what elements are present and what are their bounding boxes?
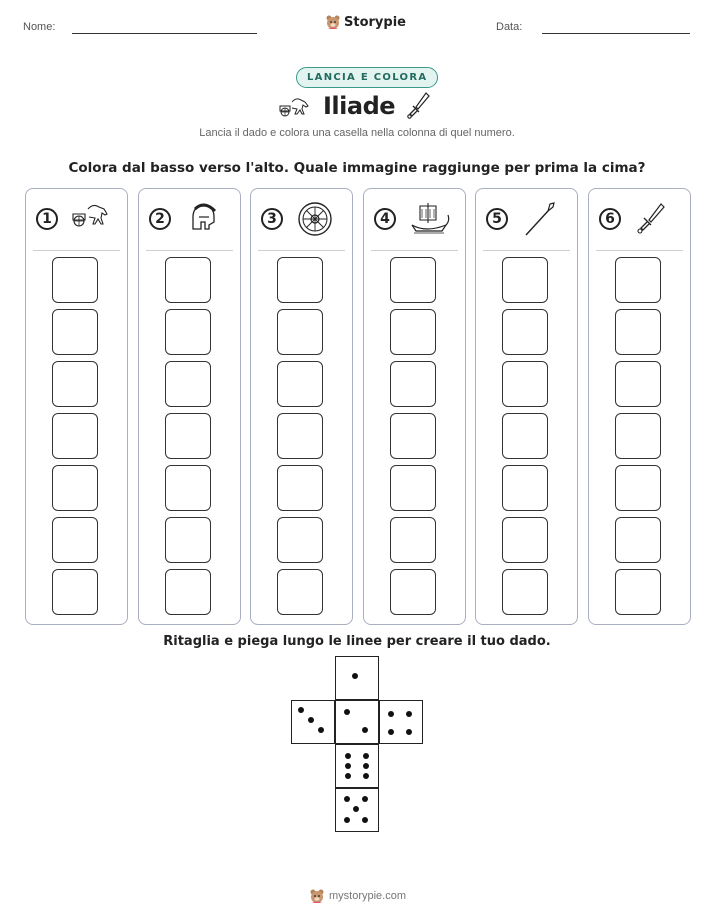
column-4 bbox=[363, 188, 466, 625]
color-box[interactable] bbox=[165, 465, 211, 511]
die-face-1[interactable] bbox=[335, 656, 379, 700]
column-number: 6 bbox=[599, 208, 621, 230]
brand-logo bbox=[325, 14, 406, 30]
column-divider bbox=[371, 250, 458, 251]
color-box[interactable] bbox=[165, 361, 211, 407]
column-number: 3 bbox=[261, 208, 283, 230]
color-box[interactable] bbox=[390, 465, 436, 511]
color-box[interactable] bbox=[165, 569, 211, 615]
color-box[interactable] bbox=[52, 465, 98, 511]
color-box[interactable] bbox=[615, 569, 661, 615]
color-box[interactable] bbox=[502, 465, 548, 511]
die-face-4[interactable] bbox=[379, 700, 423, 744]
color-box[interactable] bbox=[502, 309, 548, 355]
die-face-3[interactable] bbox=[291, 700, 335, 744]
color-box[interactable] bbox=[277, 413, 323, 459]
column-divider bbox=[596, 250, 683, 251]
column-divider bbox=[33, 250, 120, 251]
footer bbox=[309, 888, 406, 904]
color-box[interactable] bbox=[165, 257, 211, 303]
color-box[interactable] bbox=[52, 309, 98, 355]
date-label: Data: bbox=[496, 21, 523, 33]
color-box[interactable] bbox=[277, 517, 323, 563]
color-box[interactable] bbox=[390, 517, 436, 563]
color-box[interactable] bbox=[390, 309, 436, 355]
color-box[interactable] bbox=[390, 257, 436, 303]
bear-logo-icon bbox=[309, 888, 325, 904]
greek-helmet-icon bbox=[183, 201, 225, 239]
color-box[interactable] bbox=[52, 413, 98, 459]
color-box[interactable] bbox=[615, 517, 661, 563]
color-box[interactable] bbox=[502, 361, 548, 407]
column-number: 5 bbox=[486, 208, 508, 230]
color-box[interactable] bbox=[502, 569, 548, 615]
sword-icon bbox=[406, 91, 432, 123]
color-box[interactable] bbox=[52, 569, 98, 615]
color-box[interactable] bbox=[277, 309, 323, 355]
color-box[interactable] bbox=[615, 413, 661, 459]
color-box[interactable] bbox=[615, 309, 661, 355]
column-6 bbox=[588, 188, 691, 625]
color-box[interactable] bbox=[165, 309, 211, 355]
color-box[interactable] bbox=[52, 361, 98, 407]
color-box[interactable] bbox=[277, 465, 323, 511]
color-box[interactable] bbox=[615, 257, 661, 303]
column-5 bbox=[475, 188, 578, 625]
color-box[interactable] bbox=[277, 569, 323, 615]
die-face-6[interactable] bbox=[335, 744, 379, 788]
name-label: Nome: bbox=[23, 21, 56, 33]
chariot-icon bbox=[70, 201, 112, 239]
color-box[interactable] bbox=[165, 517, 211, 563]
column-2 bbox=[138, 188, 241, 625]
column-number: 2 bbox=[149, 208, 171, 230]
greek-ship-icon bbox=[408, 201, 450, 239]
column-divider bbox=[146, 250, 233, 251]
sword-icon bbox=[633, 201, 675, 239]
subtitle: Lancia il dado e colora una casella nella colonna di quel numero. bbox=[199, 127, 515, 139]
color-box[interactable] bbox=[277, 257, 323, 303]
color-box[interactable] bbox=[52, 517, 98, 563]
brand-name: Storypie bbox=[344, 14, 406, 30]
column-number: 1 bbox=[36, 208, 58, 230]
color-box[interactable] bbox=[615, 361, 661, 407]
die-face-5[interactable] bbox=[335, 788, 379, 832]
color-box[interactable] bbox=[502, 257, 548, 303]
color-box[interactable] bbox=[165, 413, 211, 459]
die-instruction: Ritaglia e piega lungo le linee per creare il tuo dado. bbox=[163, 634, 551, 649]
color-box[interactable] bbox=[52, 257, 98, 303]
page-title: Iliade bbox=[323, 92, 396, 120]
color-box[interactable] bbox=[390, 413, 436, 459]
instruction-heading: Colora dal basso verso l'alto. Quale immagine raggiunge per prima la cima? bbox=[68, 160, 646, 176]
name-line[interactable] bbox=[72, 33, 257, 34]
column-3 bbox=[250, 188, 353, 625]
date-line[interactable] bbox=[542, 33, 690, 34]
activity-badge: LANCIA E COLORA bbox=[296, 67, 438, 88]
die-face-2[interactable] bbox=[335, 700, 379, 744]
color-box[interactable] bbox=[277, 361, 323, 407]
color-box[interactable] bbox=[502, 517, 548, 563]
color-box[interactable] bbox=[390, 569, 436, 615]
color-box[interactable] bbox=[615, 465, 661, 511]
color-box[interactable] bbox=[502, 413, 548, 459]
column-1 bbox=[25, 188, 128, 625]
round-shield-icon bbox=[295, 201, 337, 239]
column-divider bbox=[483, 250, 570, 251]
chariot-icon bbox=[278, 96, 312, 118]
color-box[interactable] bbox=[390, 361, 436, 407]
column-number: 4 bbox=[374, 208, 396, 230]
spear-icon bbox=[520, 201, 562, 239]
column-divider bbox=[258, 250, 345, 251]
bear-logo-icon bbox=[325, 14, 341, 30]
footer-url[interactable]: mystorypie.com bbox=[329, 890, 407, 902]
